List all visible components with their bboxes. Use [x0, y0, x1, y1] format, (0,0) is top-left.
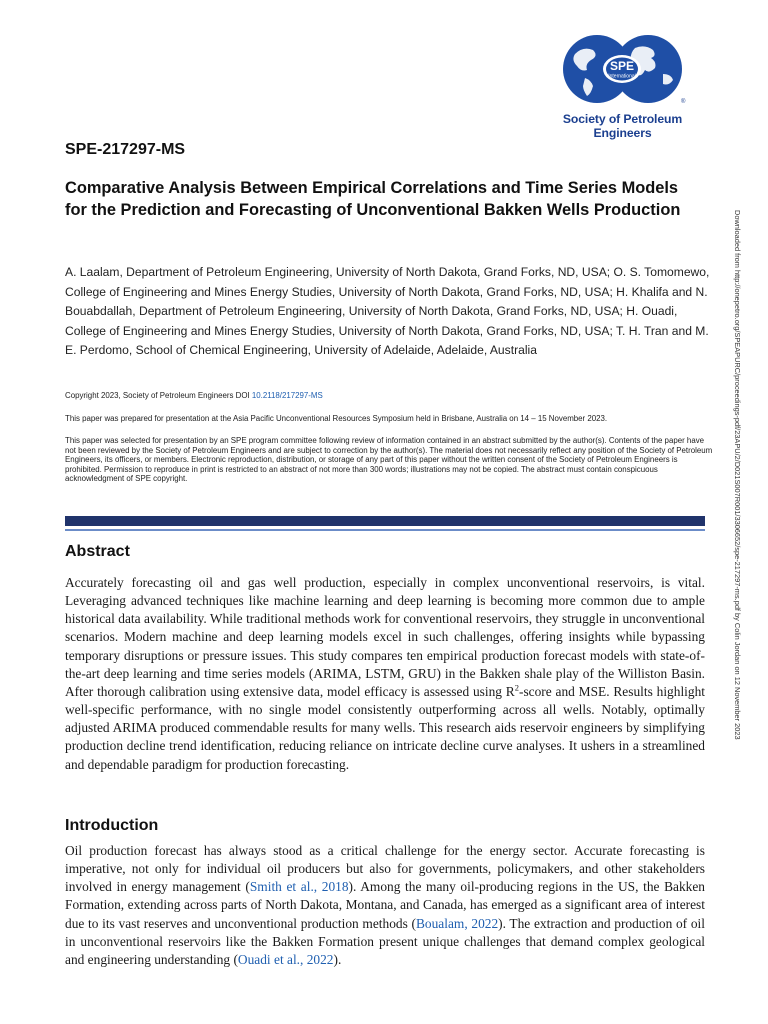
- section-divider-bar: [65, 516, 705, 526]
- spe-globe-logo-icon: [555, 34, 690, 104]
- doi-link[interactable]: 10.2118/217297-MS: [251, 391, 323, 400]
- logo-badge-subtitle: International: [608, 73, 636, 80]
- intro-text-seg2: ). Among the many oil-producing regions in the US, the Bakken Formation, extending across parts of North Dakota, Montana, and Canada, has emerged as a significant area of interest due to its vast reserves and unconventional production methods (: [65, 879, 705, 931]
- paper-id: SPE-217297-MS: [65, 141, 186, 158]
- org-name: Society of Petroleum Engineers: [562, 112, 683, 140]
- citation-boualam-2022[interactable]: Boualam, 2022: [415, 915, 499, 931]
- citation-smith-2018[interactable]: Smith et al., 2018: [249, 879, 349, 895]
- selection-disclaimer: This paper was selected for presentation by an SPE program committee following review of information contained in an abstract submitted by the author(s). Contents of the paper have not been reviewed by the Society of Petroleum Engineers and are subject to correction by the author(s). The material does not necessarily reflect any position of the Society of Petroleum Engineers, its officers, or members. Electronic reproduction, distribution, or storage of any part of this paper without the written consent of the Society of Petroleum Engineers is prohibited. Permission to reproduce in print is restricted to an abstract of not more than 300 words; illustrations may not be copied. The abstract must contain conspicuous acknowledgment of SPE copyright.: [65, 436, 713, 484]
- spe-logo: [540, 34, 705, 140]
- abstract-body: [65, 574, 705, 774]
- download-note: Downloaded from http://onepetro.org/SPEAPURC/proceedings-pdf/23APU/2/D021S007R001/3306652/spe-217297-ms.pdf by Colin Jordan on 12 November 2023: [733, 210, 742, 740]
- registered-mark: ®: [681, 99, 686, 104]
- copyright-line: [65, 391, 715, 401]
- download-note-sidebar: [732, 210, 744, 830]
- presentation-note: This paper was prepared for presentation at the Asia Pacific Unconventional Resources Symposium held in Brisbane, Australia on 14 – 15 November 2023.: [65, 414, 608, 423]
- abstract-text-part2: -score and MSE. Results highlight well-specific performance, with no single model consistently outperforming across all wells. Notably, optimally adjusted ARIMA produced commendable results for many wells. This research aids reservoir engineers by simplifying production decline trend identification, reducing reliance on intricate decline curve analyses. It ushers in a streamlined and dependable paradigm for production forecasting.: [65, 683, 705, 772]
- introduction-heading: Introduction: [65, 817, 159, 834]
- r-squared-superscript: 2: [514, 682, 519, 693]
- author-list: A. Laalam, Department of Petroleum Engineering, University of North Dakota, Grand Forks, ND, USA; O. S. Tomomewo, College of Engineering and Mines Energy Studies, University of North Dakota, Grand Forks, ND, USA; H. Khalifa and N. Bouabdallah, Department of Petroleum Engineering, University of North Dakota, Grand Forks, ND, USA; H. Ouadi, College of Engineering and Mines Energy Studies, University of North Dakota, Grand Forks, ND, USA; T. H. Tran and M. E. Perdomo, School of Chemical Engineering, University of Adelaide, Adelaide, Australia: [65, 265, 710, 357]
- intro-text-seg4: ).: [333, 951, 342, 967]
- intro-text-seg3: ). The extraction and production of oil in unconventional reservoirs like the Bakken Formation present unique challenges that demand complex geological and engineering understanding (: [65, 915, 705, 967]
- abstract-heading: Abstract: [65, 543, 130, 560]
- intro-text-seg1: Oil production forecast has always stood as a critical challenge for the energy sector. Accurate forecasting is imperative, not only for individual oil producers but also for governments, policymakers, and other stakeholders involved in energy management (: [65, 843, 705, 895]
- introduction-body: [65, 842, 705, 969]
- abstract-text-part1: Accurately forecasting oil and gas well production, especially in complex unconventional reservoirs, is vital. Leveraging advanced techniques like machine learning and deep learning is becoming more common due to ample historical data availability. While traditional methods work for conventional reservoirs, they struggle in unconventional scenarios. Modern machine and deep learning models excel in such challenges, offering insights while bypassing temporary disruptions or pressure issues. This study compares ten empirical production forecast models with state-of-the-art deep learning and time series models (ARIMA, LSTM, GRU) in the Bakken shale play of the Williston Basin. After thorough calibration using extensive data, model efficacy is assessed using R: [65, 575, 705, 699]
- logo-badge-title: SPE: [609, 59, 635, 73]
- citation-ouadi-2022[interactable]: Ouadi et al., 2022: [237, 951, 334, 967]
- copyright-text: Copyright 2023, Society of Petroleum Engineers DOI: [65, 391, 252, 400]
- paper-title: Comparative Analysis Between Empirical Correlations and Time Series Models for the Prediction and Forecasting of Unconventional Bakken Wells Production: [65, 179, 681, 219]
- section-divider-line: [65, 529, 705, 531]
